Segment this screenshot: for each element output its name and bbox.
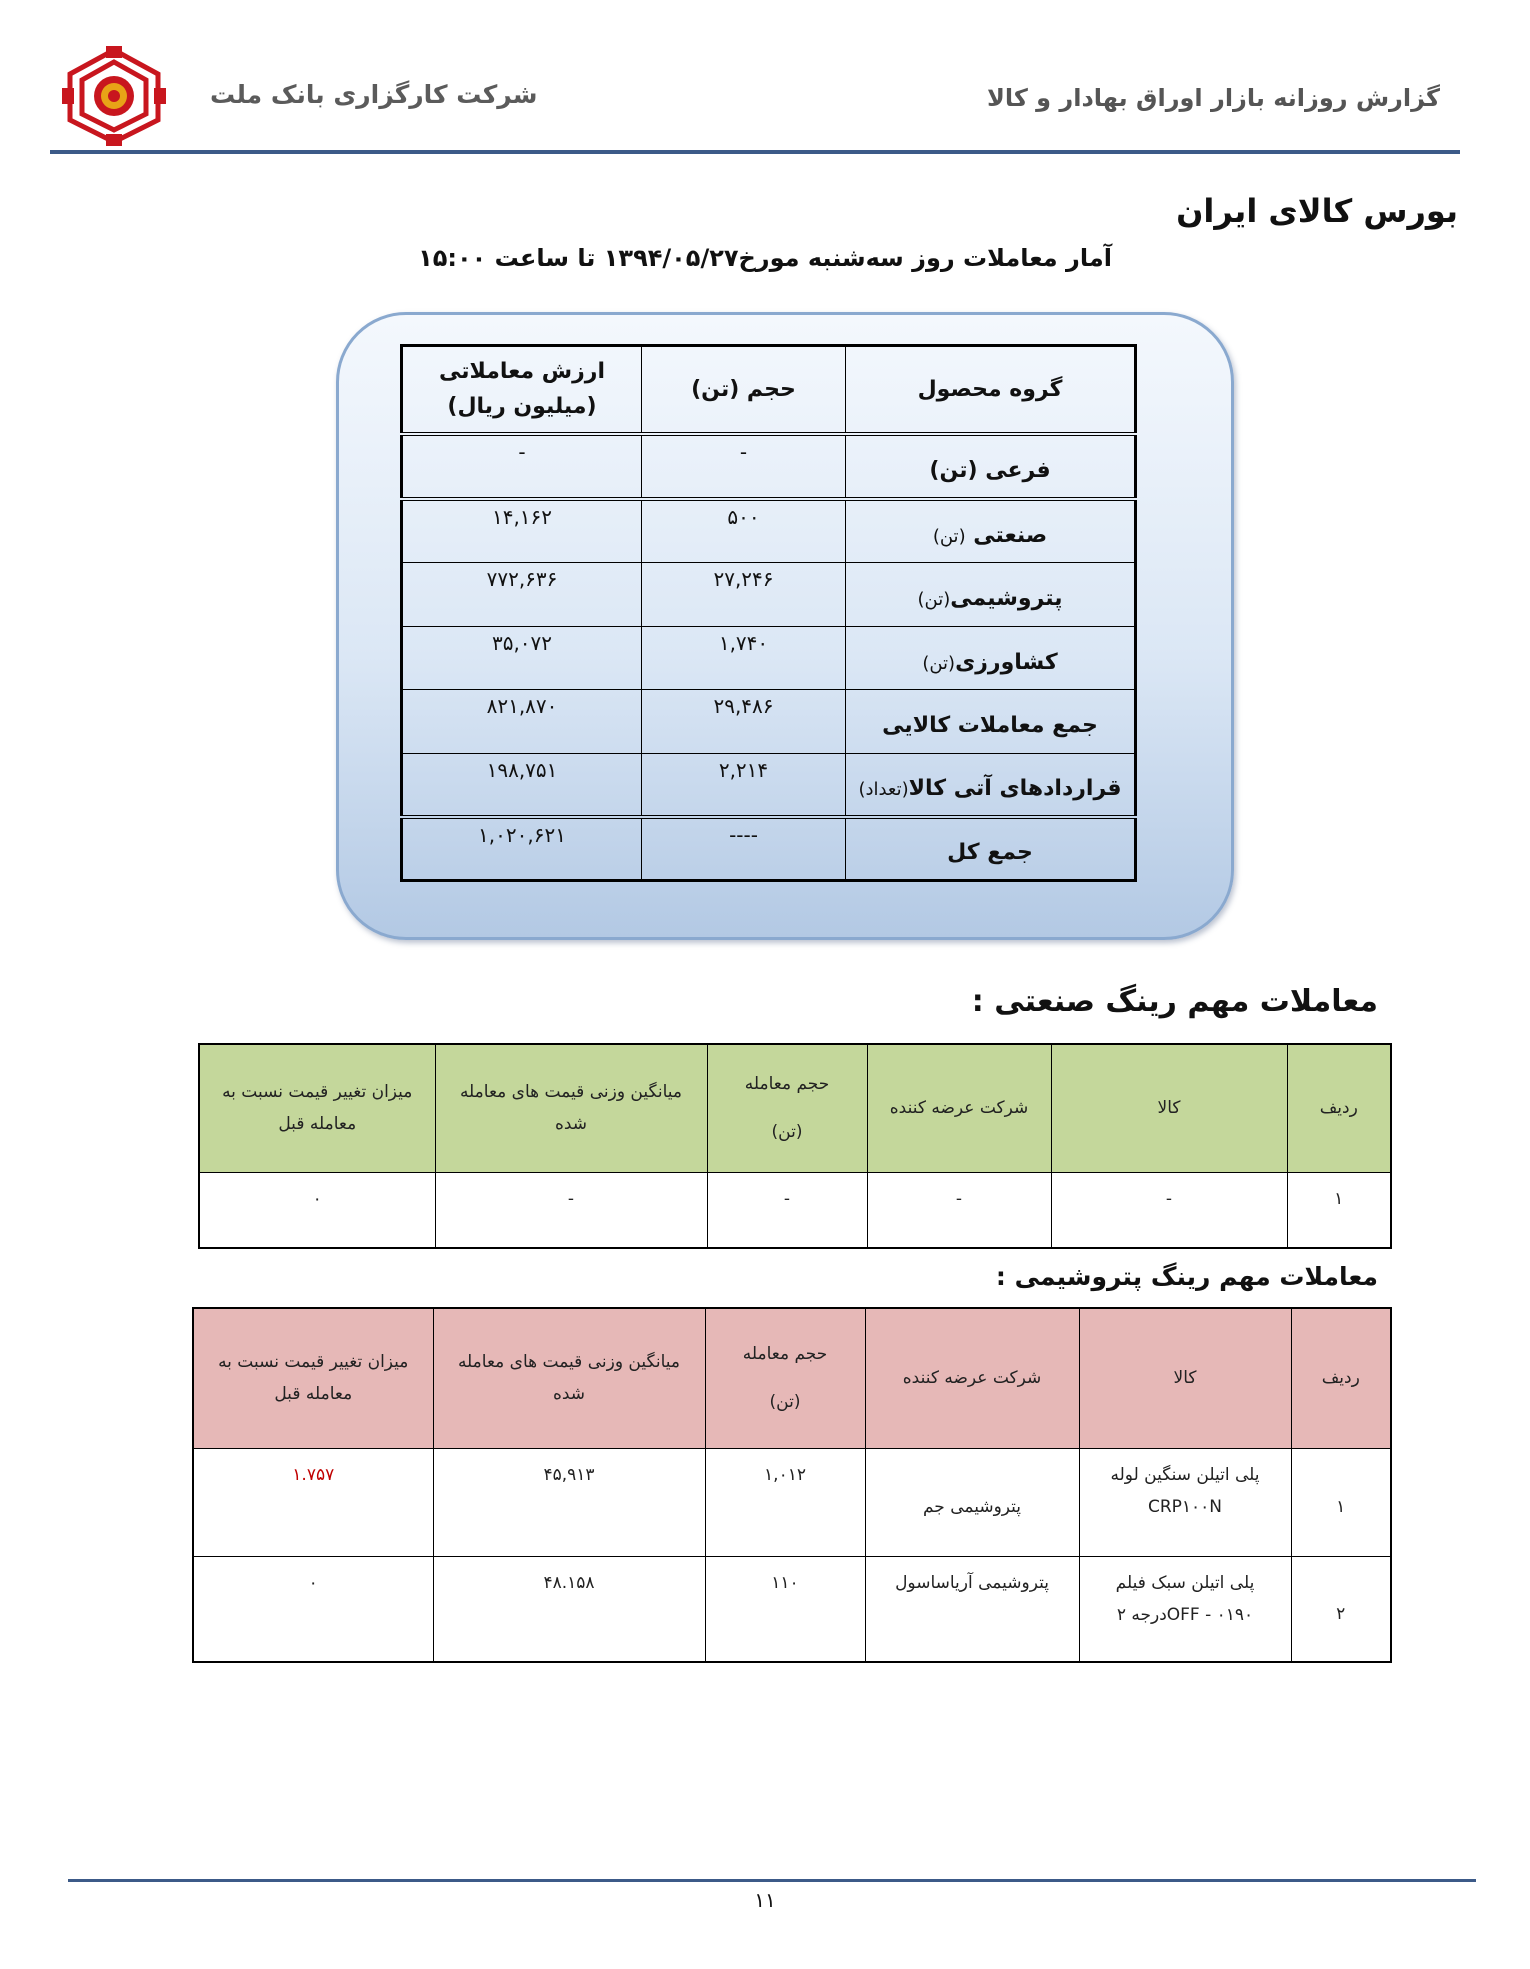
header-avg-price-line2: شده [552,1384,586,1405]
header-avg-price-line1: میانگین وزنی قیمت های معامله [459,1081,683,1102]
cell-volume: - [707,1172,867,1248]
header-volume [705,1308,865,1448]
row-label-unit: (تن) [917,589,951,611]
header-avg-price-line2: شده [554,1114,588,1135]
cell-commodity [1079,1556,1291,1662]
table-header-row [193,1308,1391,1448]
row-label-text: جمع کل [947,840,1033,866]
cell-commodity [1079,1448,1291,1556]
cell-commodity-line1: پلی اتیلن سبک فیلم [1115,1572,1255,1593]
header-avg-price [433,1308,705,1448]
row-label [846,434,1136,500]
cell-price-change: ۰ [199,1172,435,1248]
header-volume-line2: (تن) [771,1122,803,1143]
table-row [199,1172,1391,1248]
row-volume: ---- [642,817,846,881]
row-value: ۸۲۱,۸۷۰ [402,690,642,754]
header-volume-line1: حجم معامله [742,1343,828,1364]
row-label [846,753,1136,817]
row-volume: ۲۷,۲۴۶ [642,563,846,627]
row-label-text: کشاورزی [955,649,1058,675]
row-volume: - [642,434,846,500]
report-title: گزارش روزانه بازار اوراق بهادار و کالا [986,84,1440,112]
industrial-ring-title: معاملات مهم رینگ صنعتی : [971,984,1378,1019]
header-volume-line1: حجم معامله [744,1073,830,1094]
header-commodity: کالا [1079,1308,1291,1448]
header-row-no: ردیف [1287,1044,1391,1172]
cell-commodity: - [1051,1172,1287,1248]
industrial-trades-table [198,1043,1392,1249]
header-value [402,346,642,434]
row-label-unit: (تن) [932,526,966,548]
row-label-text: صنعتی [973,523,1048,549]
summary-row [402,817,1136,881]
cell-commodity-line2: CRP۱۰۰N [1147,1496,1223,1517]
header-commodity: کالا [1051,1044,1287,1172]
brokerage-name: شرکت کارگزاری بانک ملت [210,80,538,109]
summary-row [402,563,1136,627]
cell-price-change: ۰ [193,1556,433,1662]
cell-avg-price: ۴۸.۱۵۸ [433,1556,705,1662]
summary-row [402,499,1136,563]
petro-ring-title: معاملات مهم رینگ پتروشیمی : [995,1262,1378,1291]
table-header-row [199,1044,1391,1172]
row-value: ۱۴,۱۶۲ [402,499,642,563]
header-price-change-line2: معامله قبل [278,1114,357,1135]
header-supplier: شرکت عرضه کننده [865,1308,1079,1448]
cell-commodity-line1: پلی اتیلن سنگین لوله [1110,1464,1260,1485]
row-value: ۷۷۲,۶۳۶ [402,563,642,627]
cell-supplier: پتروشیمی آریاساسول [865,1556,1079,1662]
row-label-text: فرعی (تن) [929,457,1051,483]
cell-commodity-line2: ۰۱۹۰ - OFFدرجه ۲ [1116,1604,1254,1625]
row-value: ۱۹۸,۷۵۱ [402,753,642,817]
table-row [193,1556,1391,1662]
header-product-group: گروه محصول [846,346,1136,434]
row-value: ۳۵,۰۷۲ [402,626,642,690]
page-number: ۱۱ [754,1888,776,1912]
cell-row-no: ۱ [1287,1172,1391,1248]
header-divider [50,150,1460,154]
header-volume: حجم (تن) [642,346,846,434]
cell-supplier: - [867,1172,1051,1248]
row-value: - [402,434,642,500]
petro-trades-table [192,1307,1392,1663]
section-title: بورس کالای ایران [1176,192,1458,230]
summary-row [402,626,1136,690]
cell-supplier: پتروشیمی جم [865,1448,1079,1556]
row-volume: ۲,۲۱۴ [642,753,846,817]
summary-table [400,344,1137,882]
row-label [846,690,1136,754]
cell-avg-price: - [435,1172,707,1248]
header-price-change [193,1308,433,1448]
row-label [846,563,1136,627]
header-avg-price [435,1044,707,1172]
summary-row [402,690,1136,754]
header-value-line1: ارزش معاملاتی [438,359,606,385]
row-label [846,626,1136,690]
header-volume [707,1044,867,1172]
header-value-line2: (میلیون ریال) [447,394,597,420]
stats-caption: آمار معاملات روز سه‌شنبه مورخ۱۳۹۴/۰۵/۲۷ تا ساعت ۱۵:۰۰ [418,244,1112,272]
row-label-text: پتروشیمی [950,586,1063,612]
header-price-change-line2: معامله قبل [274,1384,353,1405]
header-avg-price-line1: میانگین وزنی قیمت های معامله [457,1351,681,1372]
header-price-change-line1: میزان تغییر قیمت نسبت به [218,1351,409,1372]
row-volume: ۱,۷۴۰ [642,626,846,690]
row-volume: ۲۹,۴۸۶ [642,690,846,754]
footer-divider [68,1879,1476,1882]
cell-row-no: ۲ [1291,1556,1391,1662]
summary-header-row [402,346,1136,434]
header-supplier: شرکت عرضه کننده [867,1044,1051,1172]
cell-price-change: ۱.۷۵۷ [193,1448,433,1556]
header-row-no: ردیف [1291,1308,1391,1448]
row-volume: ۵۰۰ [642,499,846,563]
summary-row [402,434,1136,500]
row-label-text: جمع معاملات کالایی [882,713,1098,739]
summary-row [402,753,1136,817]
header-price-change-line1: میزان تغییر قیمت نسبت به [222,1081,413,1102]
row-label-unit: (تن) [922,652,956,674]
cell-avg-price: ۴۵,۹۱۳ [433,1448,705,1556]
cell-volume: ۱۱۰ [705,1556,865,1662]
cell-volume: ۱,۰۱۲ [705,1448,865,1556]
row-label [846,499,1136,563]
table-row [193,1448,1391,1556]
row-label [846,817,1136,881]
header-volume-line2: (تن) [769,1392,801,1413]
cell-row-no: ۱ [1291,1448,1391,1556]
bank-mellat-logo [62,46,166,146]
row-value: ۱,۰۲۰,۶۲۱ [402,817,642,881]
row-label-unit: (تعداد) [858,778,909,800]
row-label-text: قراردادهای آتی کالا [908,775,1122,801]
header-price-change [199,1044,435,1172]
